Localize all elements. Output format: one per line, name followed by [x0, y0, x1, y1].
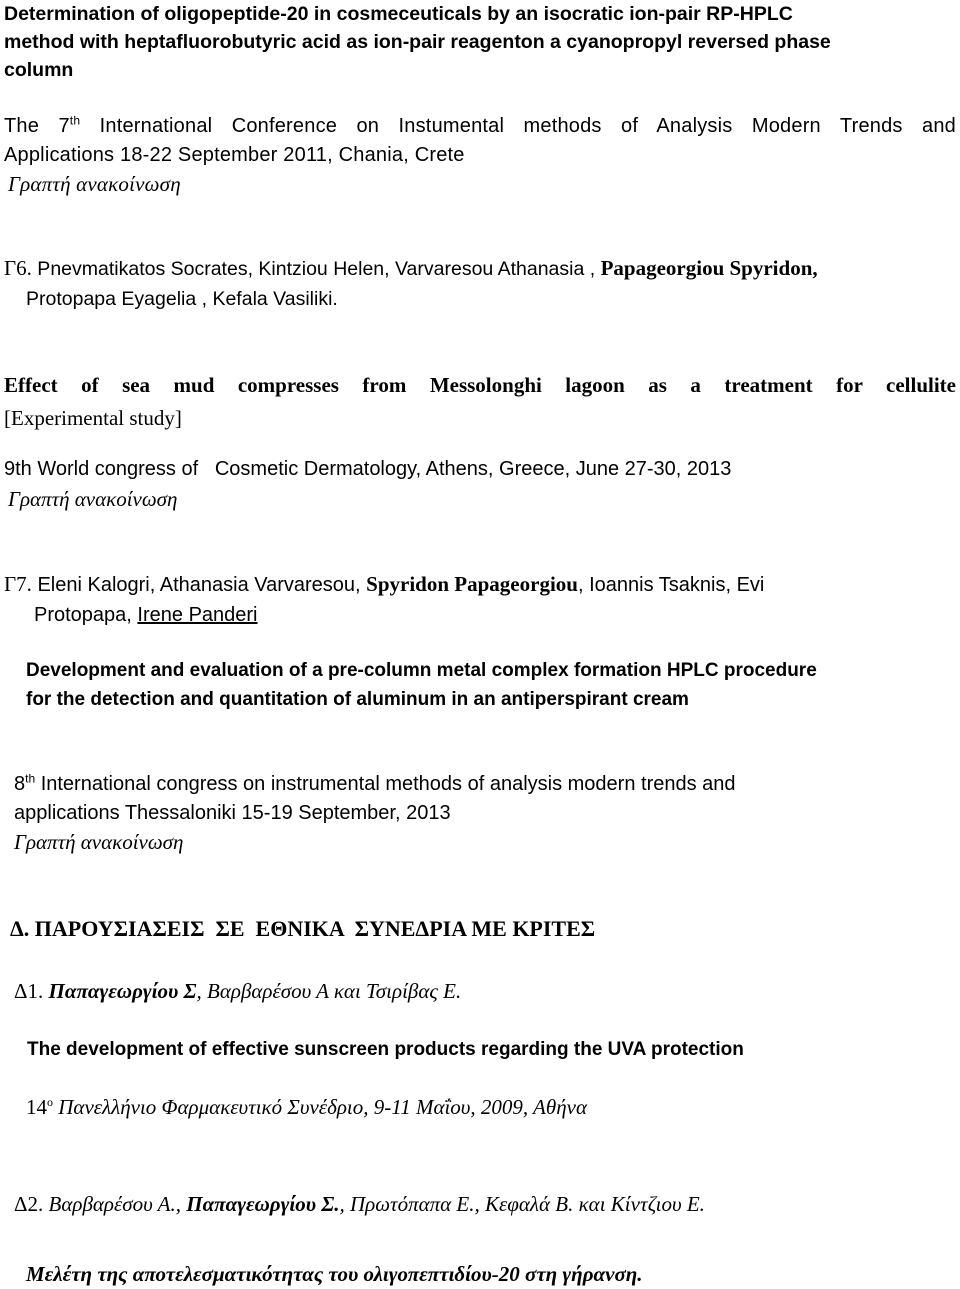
author-line: Γ7. Eleni Kalogri, Athanasia Varvaresou, Spyridon Papageorgiou, Ioannis Tsaknis, Evi: [4, 572, 765, 596]
entry-number: Γ7.: [4, 572, 32, 596]
paper-title: The development of effective sunscreen products regarding the UVA protection: [27, 1039, 744, 1060]
conference-line: 9th World congress of Cosmetic Dermatology, Athens, Greece, June 27-30, 2013: [4, 458, 732, 480]
conference-info: [14, 770, 956, 857]
publication-d2: Δ2. Βαρβαρέσου Α., Παπαγεωργίου Σ., Πρωτόπαπα Ε., Κεφαλά Β. και Κίντζιου Ε.: [14, 1192, 705, 1216]
author-line: Protopapa Eyagelia , Kefala Vasiliki.: [26, 288, 338, 310]
presentation-type: Γραπτή ανακοίνωση: [14, 830, 184, 854]
conference-line: Applications 18-22 September 2011, Chania, Crete: [4, 144, 465, 166]
presentation-type: Γραπτή ανακοίνωση: [8, 487, 178, 511]
paper-title: [26, 656, 956, 714]
paper-title-line: for the detection and quantitation of aluminum in an antiperspirant cream: [26, 689, 689, 710]
publication-d1: Δ1. Παπαγεωργίου Σ, Βαρβαρέσου Α και Τσιρίβας Ε.: [14, 979, 462, 1003]
paper-title-line: Development and evaluation of a pre-column metal complex formation HPLC procedure: [26, 660, 817, 681]
entry-number: Γ6.: [4, 256, 32, 280]
entry-title-line: method with heptafluorobutyric acid as ion-pair reagenton a cyanopropyl reversed phase: [4, 31, 831, 53]
publication-g6: [4, 253, 956, 314]
entry-number: Δ2.: [14, 1192, 49, 1216]
section-heading: Δ. ΠΑΡΟΥΣΙΑΣΕΙΣ ΣΕ ΕΘΝΙΚΑ ΣΥΝΕΔΡΙΑ ΜΕ ΚΡΙΤΕΣ: [10, 916, 596, 941]
paper-title: [4, 369, 956, 435]
entry-number: Δ1.: [14, 979, 49, 1003]
paper-title-line: Effect of sea mud compresses from Messolonghi lagoon as a treatment for cellulite: [4, 373, 956, 397]
conference-line: The 7th International Conference on Instumental methods of Analysis Modern Trends and: [4, 113, 956, 137]
author-line: Protopapa, Irene Panderi: [34, 604, 258, 626]
publication-g7: [4, 569, 956, 630]
conference-info: $14^o$ Πανελλήνιο Φαρμακευτικό Συνέδριο, 9-11 Μαΐου, 2009, Αθήνα: [26, 1095, 587, 1119]
paper-title: Μελέτη της αποτελεσματικότητας του ολιγοπεπτιδίου-20 στη γήρανση.: [26, 1262, 643, 1286]
entry-title: [4, 0, 956, 84]
entry-title-line: column: [4, 59, 74, 81]
author-line: Γ6. Pnevmatikatos Socrates, Kintziou Helen, Varvaresou Athanasia , Papageorgiou Spyridon,: [4, 256, 818, 280]
presentation-type: Γραπτή ανακοίνωση: [8, 172, 181, 196]
entry-title-line: Determination of oligopeptide-20 in cosmeceuticals by an isocratic ion-pair RP-HPLC: [4, 3, 793, 25]
conference-info: [4, 454, 956, 514]
conference-line: 8th International congress on instrumental methods of analysis modern trends and: [14, 771, 736, 795]
paper-title-line: [Experimental study]: [4, 406, 182, 430]
conference-line: applications Thessaloniki 15-19 September, 2013: [14, 802, 451, 824]
conference-info: [4, 112, 956, 199]
